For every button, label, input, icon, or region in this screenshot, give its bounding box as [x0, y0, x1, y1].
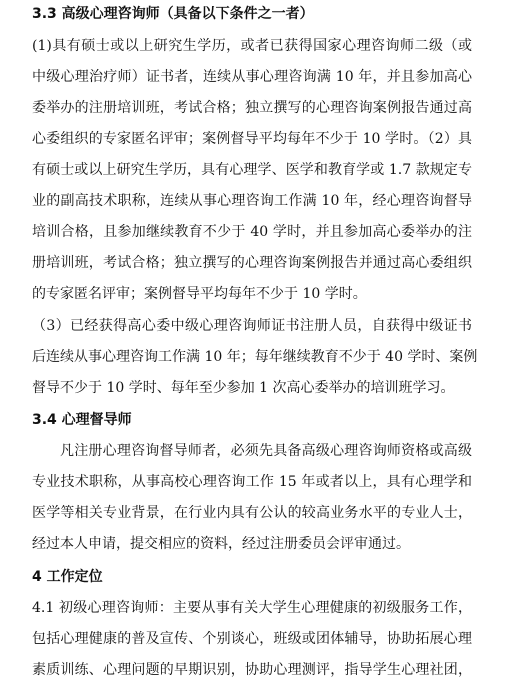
paragraph-line: 委举办的注册培训班，考试合格；独立撰写的心理咨询案例报告通过高: [32, 100, 472, 116]
paragraph-line: 包括心理健康的普及宣传、个别谈心，班级或团体辅导，协助拓展心理: [32, 631, 472, 647]
paragraph-line: 经过本人申请，提交相应的资料，经过注册委员会评审通过。: [32, 536, 410, 552]
paragraph-line: 4.1 初级心理咨询师：主要从事有关大学生心理健康的初级服务工作，: [32, 600, 472, 616]
paragraph-line: 心委组织的专家匿名评审；案例督导平均每年不少于 10 学时。（2）具: [32, 131, 472, 147]
section-4-heading: 4 工作定位: [32, 569, 103, 585]
paragraph-line: 素质训练、心理问题的早期识别，协助心理测评，指导学生心理社团，: [32, 662, 472, 678]
paragraph-line: 后连续从事心理咨询工作满 10 年；每年继续教育不少于 40 学时、案例: [32, 349, 478, 365]
section-3-4-heading: 3.4 心理督导师: [32, 412, 132, 428]
paragraph-line: 中级心理治疗师）证书者，连续从事心理咨询满 10 年，并且参加高心: [32, 69, 472, 85]
paragraph-line: 业的副高技术职称，连续从事心理咨询工作满 10 年，经心理咨询督导: [32, 193, 472, 209]
paragraph-line: 的专家匿名评审；案例督导平均每年不少于 10 学时。: [32, 286, 367, 302]
paragraph-line: (1)具有硕士或以上研究生学历，或者已获得国家心理咨询师二级（或: [32, 38, 472, 54]
paragraph-line: 督导不少于 10 学时、每年至少参加 1 次高心委举办的培训班学习。: [32, 380, 455, 396]
paragraph-line: 培训合格，且参加继续教育不少于 40 学时，并且参加高心委举办的注: [32, 224, 472, 240]
paragraph-line: 有硕士或以上研究生学历，具有心理学、医学和教育学或 1.7 款规定专: [32, 162, 472, 178]
paragraph-line: 凡注册心理咨询督导师者，必须先具备高级心理咨询师资格或高级: [60, 443, 472, 459]
paragraph-line: 册培训班，考试合格；独立撰写的心理咨询案例报告并通过高心委组织: [32, 255, 472, 271]
paragraph-line: 专业技术职称，从事高校心理咨询工作 15 年或者以上，具有心理学和: [32, 474, 472, 490]
section-3-3-heading: 3.3 高级心理咨询师（具备以下条件之一者）: [32, 6, 314, 22]
paragraph-line: （3）已经获得高心委中级心理咨询师证书注册人员，自获得中级证书: [32, 318, 472, 334]
paragraph-line: 医学等相关专业背景，在行业内具有公认的较高业务水平的专业人士，: [32, 505, 472, 521]
